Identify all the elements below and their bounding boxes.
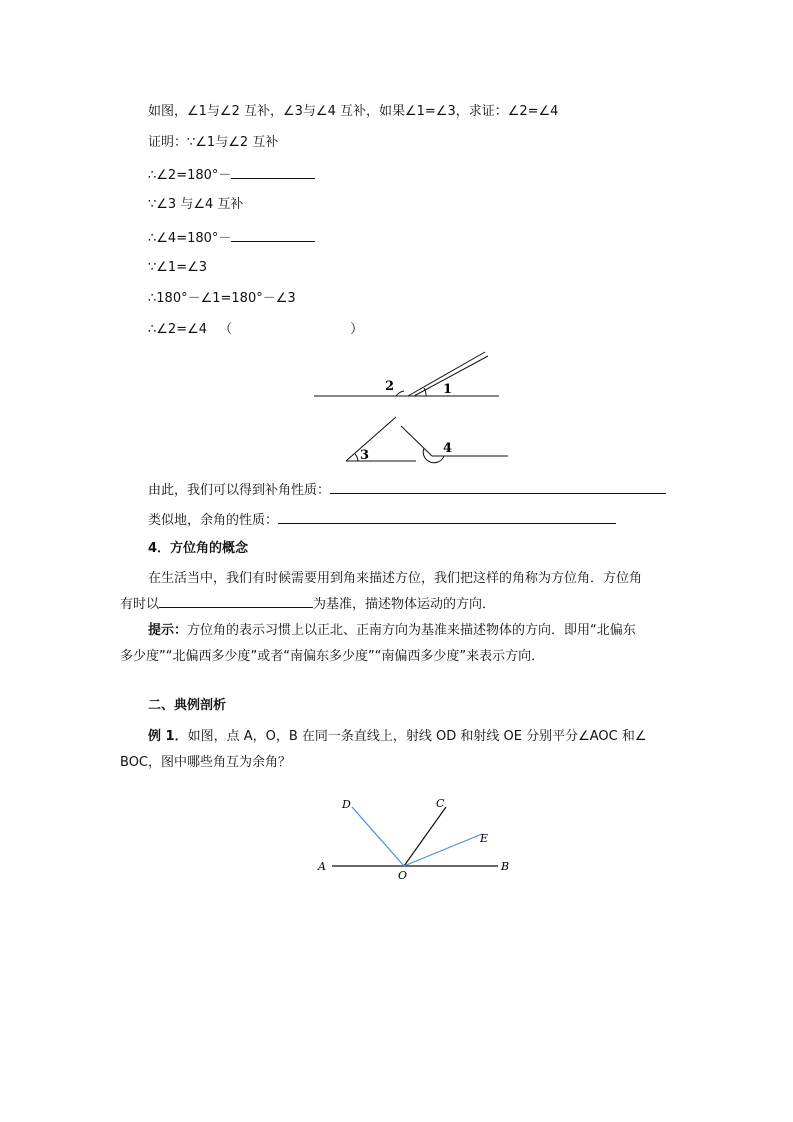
point-label-D: D — [342, 798, 351, 811]
section-4-text-2-before: 有时以 — [120, 597, 160, 612]
hint-label: 提示： — [148, 623, 188, 638]
complement-property-blank[interactable] — [278, 510, 616, 524]
supplement-property-label: 由此，我们可以得到补角性质： — [148, 483, 331, 498]
section-2-heading: 二、典例剖析 — [148, 698, 227, 713]
proof-step-6 — [148, 321, 363, 339]
point-label-E: E — [480, 832, 489, 845]
proof-step-2: ∵∠3 与∠4 互补 — [148, 197, 244, 212]
reason-paren-close: ） — [350, 322, 364, 337]
arc-angle-3 — [355, 454, 358, 461]
ray-OD — [352, 807, 404, 866]
supplement-property-line — [148, 480, 666, 500]
hint-text-1: 方位角的表示习惯上以正北、正南方向为基准来描述物体的方向．即用“北偏东 — [187, 623, 636, 638]
problem-statement: 如图，∠1与∠2 互补，∠3与∠4 互补，如果∠1=∠3，求证：∠2=∠4 — [148, 104, 559, 119]
example-1-text-1: 如图，点 A，O，B 在同一条直线上，射线 OD 和射线 OE 分别平分∠AOC 和∠ — [187, 729, 647, 744]
hint-line-1 — [120, 618, 680, 644]
point-label-A: A — [318, 860, 326, 873]
proof-label: 证明：∵∠1与∠2 互补 — [148, 135, 279, 150]
proof-step-3 — [148, 228, 315, 248]
supplement-property-blank[interactable] — [330, 480, 666, 494]
lower-right-ray — [401, 426, 432, 456]
proof-step-1 — [148, 165, 315, 185]
section-4-text-2-after: 为基准，描述物体运动的方向． — [313, 597, 496, 612]
angle-label-4: 4 — [443, 441, 453, 456]
angle-label-2: 2 — [385, 379, 395, 394]
point-label-B: B — [501, 860, 510, 873]
complement-property-line — [148, 510, 616, 530]
section-4-heading: 4．方位角的概念 — [148, 541, 249, 556]
proof-step-5: ∴180°－∠1=180°－∠3 — [148, 291, 296, 306]
proof-step-6-text: ∴∠2=∠4 — [148, 322, 208, 337]
angle-label-3: 3 — [360, 448, 370, 463]
point-label-C: C — [436, 797, 445, 810]
reason-paren-open: （ — [219, 322, 233, 337]
proof-step-4: ∵∠1=∠3 — [148, 260, 208, 275]
complement-property-label: 类似地，余角的性质： — [148, 513, 279, 528]
answer-blank-1[interactable] — [231, 165, 315, 179]
bisector-figure — [310, 795, 520, 885]
hint-text-2: 多少度”“北偏西多少度”或者“南偏东多少度”“南偏西多少度”来表示方向． — [120, 649, 545, 664]
example-1-label: 例 1． — [148, 729, 188, 744]
example-1 — [120, 724, 680, 776]
answer-blank-2[interactable] — [231, 228, 315, 242]
section-4-text-2-line — [120, 592, 680, 618]
lower-left-ray — [346, 417, 396, 461]
arc-angle-2 — [396, 391, 404, 396]
section-4-text-1: 在生活当中，我们有时候需要用到角来描述方位，我们把这样的角称为方位角．方位角 — [148, 571, 643, 586]
example-1-line-1 — [120, 724, 680, 750]
section-4-body — [120, 566, 680, 670]
reference-direction-blank[interactable] — [159, 594, 313, 608]
example-1-text-2: BOC，图中哪些角互为余角？ — [120, 755, 291, 770]
angle-label-1: 1 — [443, 382, 453, 397]
point-label-O: O — [398, 869, 408, 882]
proof-step-1-text: ∴∠2=180°－ — [148, 168, 232, 183]
proof-step-3-text: ∴∠4=180°－ — [148, 231, 232, 246]
angle-figure-1 — [300, 345, 520, 470]
